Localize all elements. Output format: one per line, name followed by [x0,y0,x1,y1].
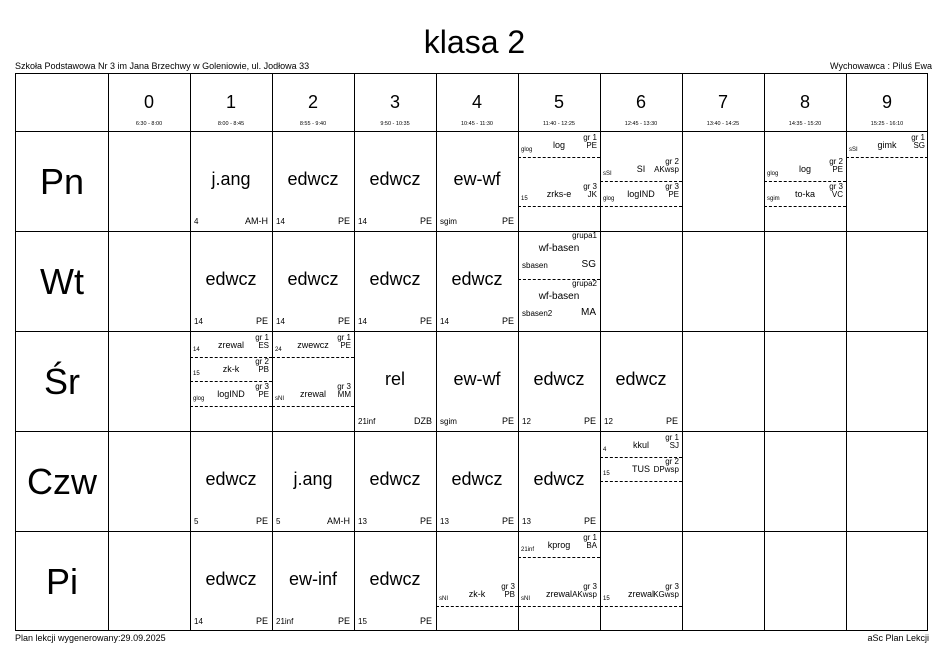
split-group: gr 3 [829,182,843,191]
lesson[interactable] [600,331,682,431]
split-teacher: SJ [669,441,679,450]
split-subject: kprog [547,540,571,550]
day-name: Czw [27,461,97,502]
split-subject: logIND [217,389,245,399]
lesson[interactable] [190,131,272,231]
split-room: 14 [193,347,200,353]
day-label [16,431,108,531]
group-name: grupa2 [572,279,597,288]
lesson-cell[interactable] [600,531,682,631]
split-room: 15 [603,596,610,602]
lesson-teacher: PE [419,616,432,626]
split-subject: SI [636,164,646,174]
lesson-room: 21inf [276,617,294,626]
split-lesson[interactable] [600,433,682,458]
period-time: 14:35 - 15:20 [788,121,822,127]
period-time: 12:45 - 13:30 [624,121,658,127]
split-subject: zrewal [217,340,244,350]
lesson-subject: ew-inf [288,569,337,589]
split-group: gr 1 [337,333,351,342]
split-subject: gimk [877,140,897,150]
period-time: 10:45 - 11:30 [460,121,493,127]
split-lesson[interactable] [600,157,682,182]
lesson-room: 13 [440,517,449,526]
day-name: Wt [40,261,84,302]
split-group: gr 2 [255,357,269,366]
lesson-cell[interactable] [518,231,600,331]
lesson[interactable] [518,331,600,431]
lesson-subject: edwcz [615,369,667,389]
day-name: Śr [44,361,80,402]
split-group: gr 3 [665,582,679,591]
day-label [16,131,108,231]
lesson[interactable] [190,431,272,531]
lesson-cell[interactable] [354,231,436,331]
grid-col-line [682,74,683,630]
lesson-teacher: AM-H [245,216,268,226]
lesson-cell[interactable] [436,531,518,631]
lesson-room: 5 [276,517,281,526]
split-group: gr 1 [583,533,597,542]
split-group: gr 3 [665,182,679,191]
lesson[interactable] [190,531,272,631]
split-room: 21inf [521,547,535,553]
split-lesson[interactable] [518,182,600,207]
period-number: 2 [307,92,318,112]
split-subject: zk-k [222,364,240,374]
period-number: 5 [553,92,564,112]
split-lesson[interactable] [764,182,846,207]
split-room: sSI [849,147,858,153]
lesson-cell[interactable] [354,431,436,531]
split-room: sNI [439,596,448,602]
split-lesson[interactable] [190,382,272,407]
generated-date: Plan lekcji wygenerowany:29.09.2025 [15,633,166,643]
class-teacher: Wychowawca : Piluś Ewa [830,61,932,71]
lesson-subject: edwcz [287,169,339,189]
split-room: sgim [767,196,780,202]
lesson-teacher: PE [419,316,432,326]
split-subject: zrewal [627,589,654,599]
lesson[interactable] [436,131,518,231]
lesson-teacher: PE [337,616,350,626]
split-room: sNI [275,396,284,402]
lesson-cell[interactable] [436,231,518,331]
lesson[interactable] [354,131,436,231]
split-group: gr 3 [501,582,515,591]
lesson-subject: edwcz [369,569,421,589]
group-lesson[interactable] [518,231,600,280]
lesson[interactable] [190,231,272,331]
split-lesson[interactable] [518,133,600,158]
split-teacher: SG [913,141,925,150]
lesson-cell[interactable] [272,331,354,431]
split-room: 15 [521,196,528,202]
split-teacher: VC [831,190,843,199]
lesson[interactable] [272,131,354,231]
lesson-cell[interactable] [600,331,682,431]
lesson-subject: ew-wf [453,369,501,389]
lesson-teacher: PE [665,416,678,426]
lesson-cell[interactable] [600,431,682,531]
lesson-cell[interactable] [354,331,436,431]
split-room: 15 [603,471,610,477]
lesson[interactable] [272,431,354,531]
timetable-grid [15,73,928,631]
lesson-cell[interactable] [518,431,600,531]
split-group: gr 3 [583,182,597,191]
period-number: 9 [881,92,892,112]
lesson-cell[interactable] [846,131,928,231]
period-time: 15:25 - 16:10 [870,121,904,127]
lesson-subject: j.ang [211,169,251,189]
split-subject: TUS [632,464,650,474]
lesson-teacher: PE [255,616,268,626]
page-title: klasa 2 [423,24,526,60]
split-lesson[interactable] [764,157,846,182]
split-subject: zwewcz [297,340,329,350]
split-room: 15 [193,371,200,377]
day-label [16,231,108,331]
split-room: 4 [603,447,607,453]
split-teacher: PB [258,365,269,374]
group-subject: wf-basen [538,243,580,254]
split-group: gr 3 [337,382,351,391]
lesson-cell[interactable] [436,431,518,531]
group-teacher: MA [581,307,596,318]
split-group: gr 3 [255,382,269,391]
lesson-subject: edwcz [205,569,257,589]
period-time: 13:40 - 14:25 [706,121,740,127]
period-number: 1 [225,92,236,112]
split-lesson[interactable] [846,133,928,158]
lesson-cell[interactable] [190,531,272,631]
lesson-room: 5 [194,517,199,526]
lesson-cell[interactable] [272,531,354,631]
split-teacher: PE [258,390,269,399]
split-lesson[interactable] [272,382,354,407]
split-group: gr 2 [665,457,679,466]
group-name: grupa1 [572,231,597,240]
lesson-cell[interactable] [354,531,436,631]
lesson-teacher: PE [255,516,268,526]
split-room: sSI [603,171,612,177]
lesson-cell[interactable] [190,431,272,531]
lesson-room: sgim [440,417,457,426]
period-header [354,74,436,131]
lesson-room: 14 [276,317,285,326]
group-subject: wf-basen [538,291,580,302]
period-time: 8:00 - 8:45 [217,121,245,127]
split-group: gr 2 [665,157,679,166]
split-subject: zk-k [468,589,486,599]
day-label [16,531,108,631]
lesson[interactable] [354,531,436,631]
split-room: sNI [521,596,530,602]
period-header [600,74,682,131]
lesson[interactable] [354,431,436,531]
lesson-room: 14 [276,217,285,226]
period-header [846,74,928,131]
lesson[interactable] [272,231,354,331]
split-subject: logIND [627,189,655,199]
lesson-subject: edwcz [451,269,503,289]
split-lesson[interactable] [600,457,682,482]
period-number: 3 [389,92,400,112]
lesson-room: 13 [358,517,367,526]
split-teacher: JK [587,190,597,199]
period-header [436,74,518,131]
lesson-cell[interactable] [190,231,272,331]
split-lesson[interactable] [518,533,600,558]
split-subject: log [798,164,811,174]
lesson-teacher: PE [501,416,514,426]
group-room: sbasen2 [522,309,553,318]
split-group: gr 3 [583,582,597,591]
day-name: Pn [39,161,85,202]
group-teacher: SG [581,259,596,270]
lesson-room: 12 [522,417,531,426]
lesson-subject: edwcz [533,469,585,489]
period-header [518,74,600,131]
period-time: 6:30 - 8:00 [135,121,163,127]
period-header [108,74,190,131]
lesson[interactable] [518,431,600,531]
lesson-cell[interactable] [272,231,354,331]
period-number: 6 [635,92,646,112]
lesson-cell[interactable] [518,531,600,631]
lesson-cell[interactable] [436,131,518,231]
group-room: sbasen [522,261,548,270]
split-teacher: AKwsp [572,590,597,599]
lesson-teacher: PE [501,316,514,326]
split-group: gr 1 [665,433,679,442]
split-teacher: PE [340,341,351,350]
lesson-room: sgim [440,217,457,226]
period-header [764,74,846,131]
lesson-cell[interactable] [190,131,272,231]
period-time: 9:50 - 10:35 [380,121,410,127]
lesson-teacher: PE [501,516,514,526]
school-name: Szkoła Podstawowa Nr 3 im Jana Brzechwy w Goleniowie, ul. Jodłowa 33 [15,61,310,71]
split-lesson[interactable] [436,582,518,607]
split-subject: zrewal [545,589,572,599]
lesson-cell[interactable] [272,131,354,231]
lesson-cell[interactable] [436,331,518,431]
lesson-subject: edwcz [369,469,421,489]
lesson-subject: rel [384,369,405,389]
lesson-teacher: PE [337,216,350,226]
split-room: glog [521,147,533,153]
lesson-teacher: PE [337,316,350,326]
lesson-room: 21inf [358,417,376,426]
day-name: Pi [45,561,78,602]
lesson-room: 14 [194,317,203,326]
lesson[interactable] [436,331,518,431]
lesson-cell[interactable] [190,331,272,431]
split-teacher: MM [337,390,351,399]
period-header [190,74,272,131]
lesson-cell[interactable] [272,431,354,531]
split-subject: log [552,140,565,150]
split-room: 24 [275,347,282,353]
period-time: 8:55 - 9:40 [299,121,327,127]
split-teacher: PE [586,141,597,150]
split-teacher: DPwsp [653,465,679,474]
split-teacher: BA [586,541,597,550]
split-teacher: PB [504,590,515,599]
split-lesson[interactable] [600,182,682,207]
lesson-subject: ew-wf [453,169,501,189]
split-group: gr 1 [255,333,269,342]
lesson-cell[interactable] [600,131,682,231]
lesson-cell[interactable] [518,131,600,231]
lesson-subject: edwcz [205,269,257,289]
lesson[interactable] [272,531,354,631]
period-header [682,74,764,131]
split-group: gr 1 [583,133,597,142]
split-group: gr 1 [911,133,925,142]
split-subject: zrks-e [546,189,572,199]
lesson-teacher: AM-H [327,516,350,526]
lesson-teacher: DZB [414,416,432,426]
lesson[interactable] [436,231,518,331]
split-lesson[interactable] [190,357,272,382]
lesson-room: 13 [522,517,531,526]
lesson[interactable] [354,331,436,431]
lesson-room: 14 [194,617,203,626]
lesson-teacher: PE [419,216,432,226]
lesson-cell[interactable] [764,131,846,231]
lesson-room: 14 [358,217,367,226]
lesson-subject: edwcz [205,469,257,489]
lesson-subject: edwcz [287,269,339,289]
split-subject: to-ka [794,189,815,199]
lesson-room: 12 [604,417,613,426]
split-teacher: PE [832,165,843,174]
split-teacher: ES [258,341,269,350]
split-group: gr 2 [829,157,843,166]
grid-col-line [108,74,109,630]
lesson-subject: edwcz [451,469,503,489]
period-header [272,74,354,131]
lesson-room: 14 [358,317,367,326]
lesson-subject: edwcz [533,369,585,389]
lesson-subject: edwcz [369,269,421,289]
period-time: 11:40 - 12:25 [542,121,575,127]
split-subject: kkul [632,440,649,450]
period-number: 4 [471,92,482,112]
split-subject: zrewal [299,389,326,399]
lesson[interactable] [354,231,436,331]
lesson[interactable] [436,431,518,531]
split-teacher: PE [668,190,679,199]
split-lesson[interactable] [600,582,682,607]
period-number: 8 [799,92,810,112]
lesson-cell[interactable] [354,131,436,231]
lesson-room: 15 [358,617,367,626]
lesson-subject: edwcz [369,169,421,189]
lesson-room: 4 [194,217,199,226]
period-number: 7 [717,92,728,112]
app-credit: aSc Plan Lekcji [867,633,929,643]
lesson-subject: j.ang [293,469,333,489]
split-room: glog [603,196,615,202]
lesson-cell[interactable] [518,331,600,431]
split-lesson[interactable] [190,333,272,358]
split-lesson[interactable] [272,333,354,358]
lesson-room: 14 [440,317,449,326]
split-teacher: KGwsp [653,590,679,599]
split-lesson[interactable] [518,582,600,607]
lesson-teacher: PE [583,516,596,526]
lesson-teacher: PE [255,316,268,326]
day-label [16,331,108,431]
group-lesson[interactable] [518,279,600,327]
split-room: glog [767,171,779,177]
split-teacher: AKwsp [654,165,679,174]
lesson-teacher: PE [419,516,432,526]
lesson-teacher: PE [501,216,514,226]
lesson-teacher: PE [583,416,596,426]
period-number: 0 [143,92,154,112]
split-room: glog [193,396,205,402]
